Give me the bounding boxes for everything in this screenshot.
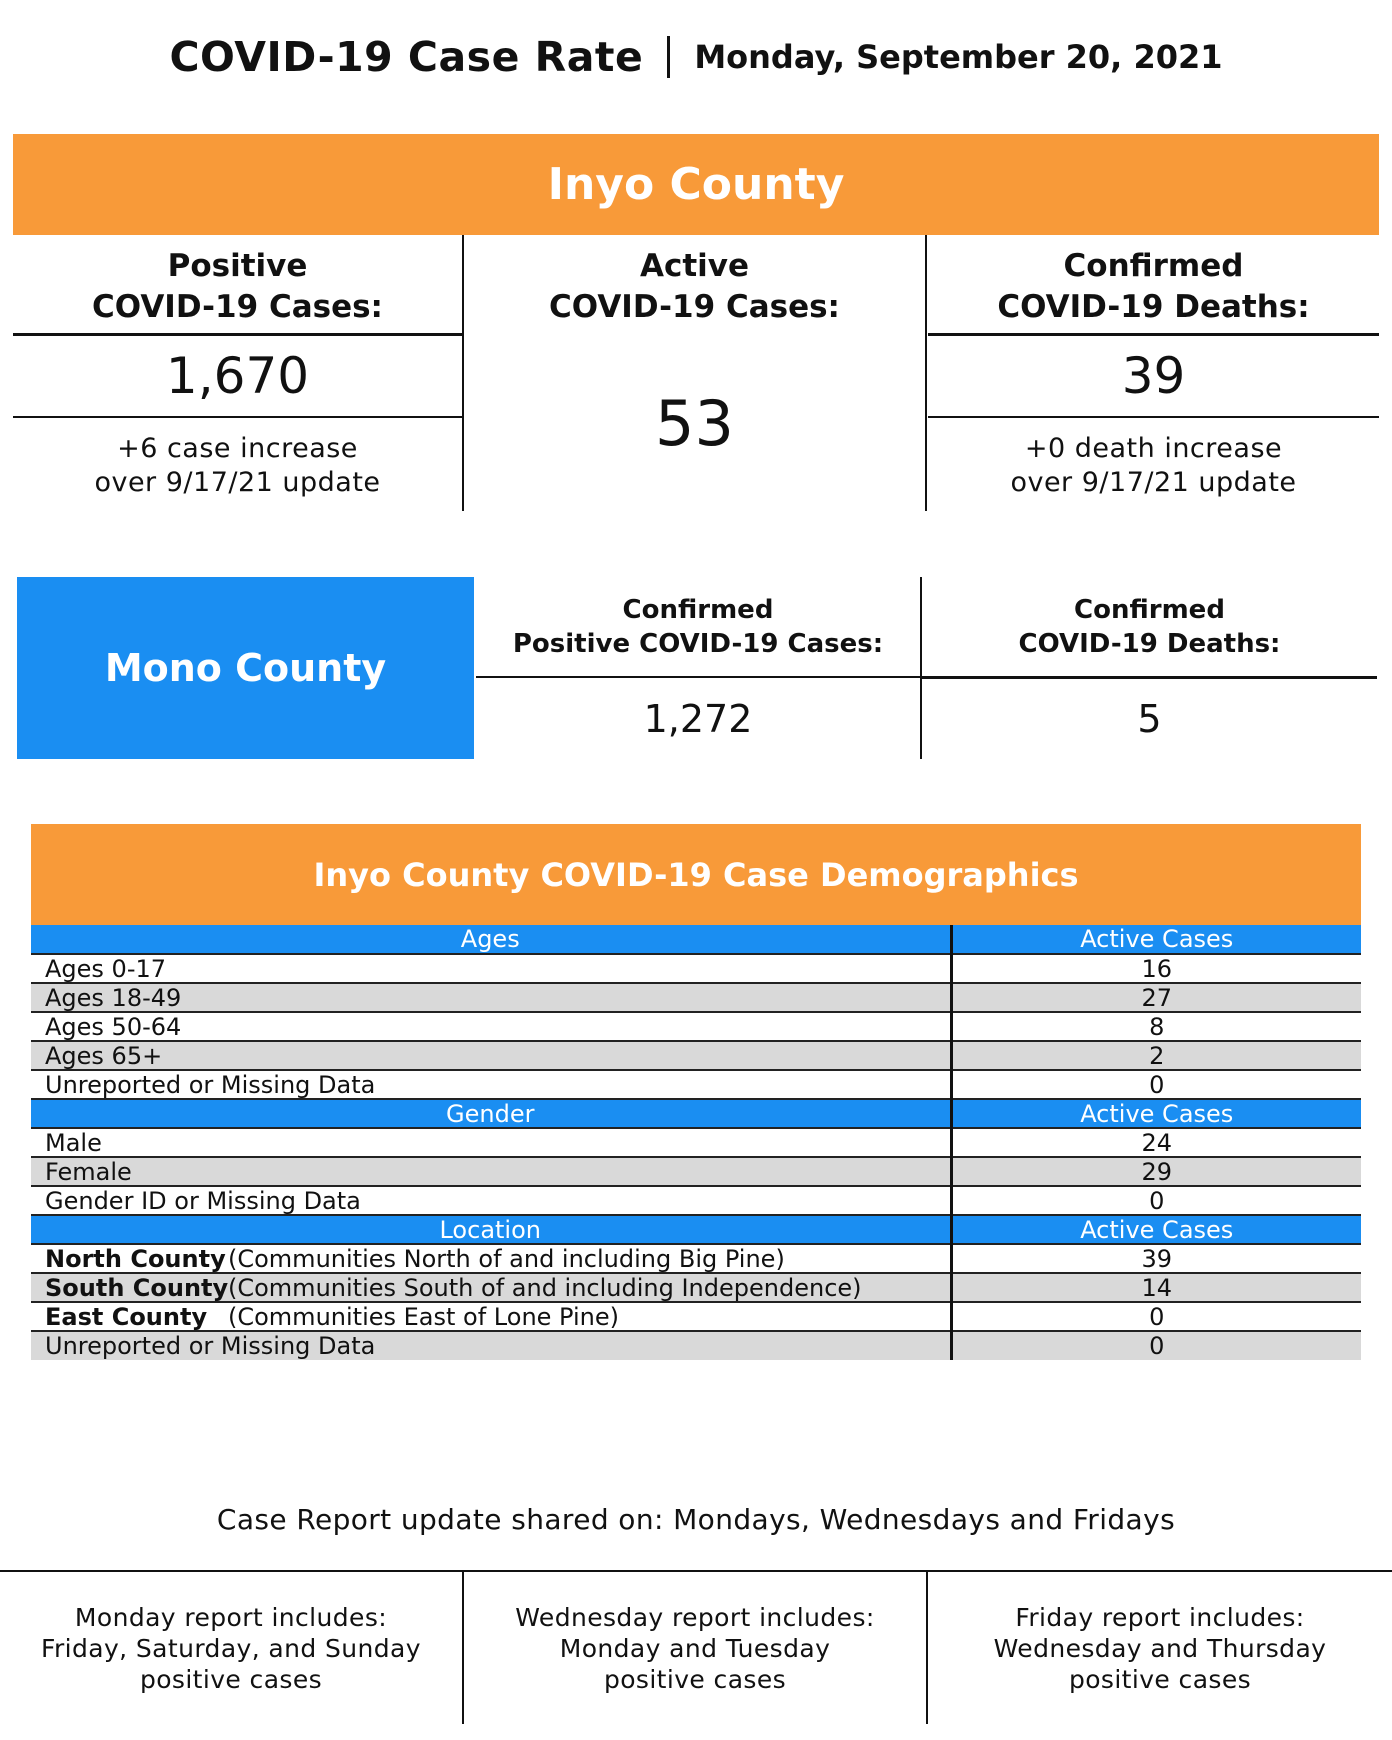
wednesday-note-line1: Wednesday report includes:	[515, 1602, 875, 1632]
row-label: Ages 50-64	[31, 1012, 951, 1041]
mono-deaths-label-line1: Confirmed	[1074, 594, 1225, 625]
gender-header-row	[31, 1099, 1361, 1128]
inyo-positive-label-line1: Positive	[167, 247, 308, 284]
ages-header-row	[31, 925, 1361, 954]
wednesday-note-line2: Monday and Tuesday	[559, 1633, 831, 1663]
ages-header: Ages	[31, 925, 951, 954]
row-value: 8	[951, 1012, 1361, 1041]
divider	[925, 235, 927, 511]
table-row	[31, 954, 1361, 983]
friday-note-line3: positive cases	[1068, 1664, 1252, 1694]
location-header-row	[31, 1215, 1361, 1244]
table-row	[31, 1186, 1361, 1215]
row-value: 27	[951, 983, 1361, 1012]
row-label	[31, 1244, 951, 1273]
row-value: 39	[951, 1244, 1361, 1273]
inyo-active-label-line2: COVID-19 Cases:	[549, 288, 840, 325]
inyo-deaths-label-line2: COVID-19 Deaths:	[997, 288, 1310, 325]
inyo-positive-note-line1: +6 case increase	[117, 432, 358, 464]
row-label: Ages 18-49	[31, 983, 951, 1012]
row-label: Female	[31, 1157, 951, 1186]
wednesday-note-line3: positive cases	[603, 1664, 787, 1694]
location-header: Location	[31, 1215, 951, 1244]
inyo-deaths-note-line2: over 9/17/21 update	[1010, 466, 1297, 498]
row-value: 2	[951, 1041, 1361, 1070]
mono-positive-label	[476, 577, 920, 676]
inyo-active-label	[464, 240, 925, 333]
location-name: South County	[45, 1273, 229, 1302]
location-desc: (Communities South of and including Independence)	[228, 1273, 862, 1302]
inyo-deaths-label-line1: Confirmed	[1063, 247, 1244, 284]
row-label: Gender ID or Missing Data	[31, 1186, 951, 1215]
table-row	[31, 1012, 1361, 1041]
mono-positive-label-line1: Confirmed	[622, 594, 774, 625]
monday-note-line2: Friday, Saturday, and Sunday	[41, 1633, 421, 1663]
table-row	[31, 1041, 1361, 1070]
row-value: 24	[951, 1128, 1361, 1157]
active-cases-header: Active Cases	[951, 1099, 1361, 1128]
friday-note-line2: Wednesday and Thursday	[993, 1633, 1327, 1663]
table-row	[31, 1244, 1361, 1273]
active-cases-header: Active Cases	[951, 925, 1361, 954]
table-row	[31, 1331, 1361, 1360]
inyo-active-label-line1: Active	[639, 247, 750, 284]
inyo-deaths-label	[928, 240, 1379, 333]
report-date: Monday, September 20, 2021	[694, 38, 1223, 76]
title-divider	[667, 36, 670, 78]
page-title: COVID-19 Case Rate	[169, 33, 644, 81]
row-label: Male	[31, 1128, 951, 1157]
row-label: Unreported or Missing Data	[31, 1331, 951, 1360]
inyo-deaths-note	[928, 420, 1379, 511]
monday-note-line1: Monday report includes:	[74, 1602, 388, 1632]
row-label: Ages 65+	[31, 1041, 951, 1070]
wednesday-report-note	[464, 1572, 926, 1724]
row-label	[31, 1273, 951, 1302]
table-row	[31, 1128, 1361, 1157]
divider	[13, 416, 462, 418]
row-value: 0	[951, 1302, 1361, 1331]
friday-report-note	[928, 1572, 1392, 1724]
inyo-deaths-note-line1: +0 death increase	[1024, 432, 1283, 464]
inyo-active-value: 53	[655, 387, 734, 460]
friday-note-line1: Friday report includes:	[1015, 1602, 1305, 1632]
mono-positive-value: 1,272	[643, 697, 753, 741]
report-schedule: Case Report update shared on: Mondays, Wednesdays and Fridays	[216, 1503, 1176, 1536]
location-desc: (Communities East of Lone Pine)	[228, 1302, 619, 1331]
mono-deaths-label	[922, 577, 1377, 676]
inyo-positive-value: 1,670	[165, 347, 310, 405]
mono-county-banner: Mono County	[17, 577, 474, 759]
table-row	[31, 1273, 1361, 1302]
location-name: North County	[45, 1244, 226, 1273]
gender-header: Gender	[31, 1099, 951, 1128]
row-value: 0	[951, 1331, 1361, 1360]
row-value: 16	[951, 954, 1361, 983]
row-label: Ages 0-17	[31, 954, 951, 983]
demographics-table	[31, 925, 1361, 1360]
table-row	[31, 1157, 1361, 1186]
mono-deaths-label-line2: COVID-19 Deaths:	[1018, 628, 1281, 659]
mono-deaths-value: 5	[1137, 697, 1162, 741]
divider	[928, 416, 1379, 418]
row-label: Unreported or Missing Data	[31, 1070, 951, 1099]
inyo-positive-note	[13, 420, 462, 511]
monday-note-line3: positive cases	[139, 1664, 323, 1694]
location-desc: (Communities North of and including Big Pine)	[228, 1244, 785, 1273]
divider	[476, 676, 920, 678]
row-value: 0	[951, 1070, 1361, 1099]
location-name: East County	[45, 1302, 208, 1331]
row-value: 29	[951, 1157, 1361, 1186]
report-header	[0, 22, 1392, 92]
row-value: 0	[951, 1186, 1361, 1215]
table-row	[31, 1302, 1361, 1331]
row-label	[31, 1302, 951, 1331]
inyo-positive-label	[13, 240, 462, 333]
inyo-county-banner: Inyo County	[13, 134, 1379, 235]
inyo-deaths-value: 39	[1121, 347, 1186, 405]
table-row	[31, 983, 1361, 1012]
active-cases-header: Active Cases	[951, 1215, 1361, 1244]
table-row	[31, 1070, 1361, 1099]
mono-positive-label-line2: Positive COVID-19 Cases:	[512, 628, 884, 659]
row-value: 14	[951, 1273, 1361, 1302]
inyo-positive-note-line2: over 9/17/21 update	[94, 466, 381, 498]
demographics-title: Inyo County COVID-19 Case Demographics	[31, 824, 1361, 925]
inyo-positive-label-line2: COVID-19 Cases:	[92, 288, 383, 325]
monday-report-note	[0, 1572, 462, 1724]
